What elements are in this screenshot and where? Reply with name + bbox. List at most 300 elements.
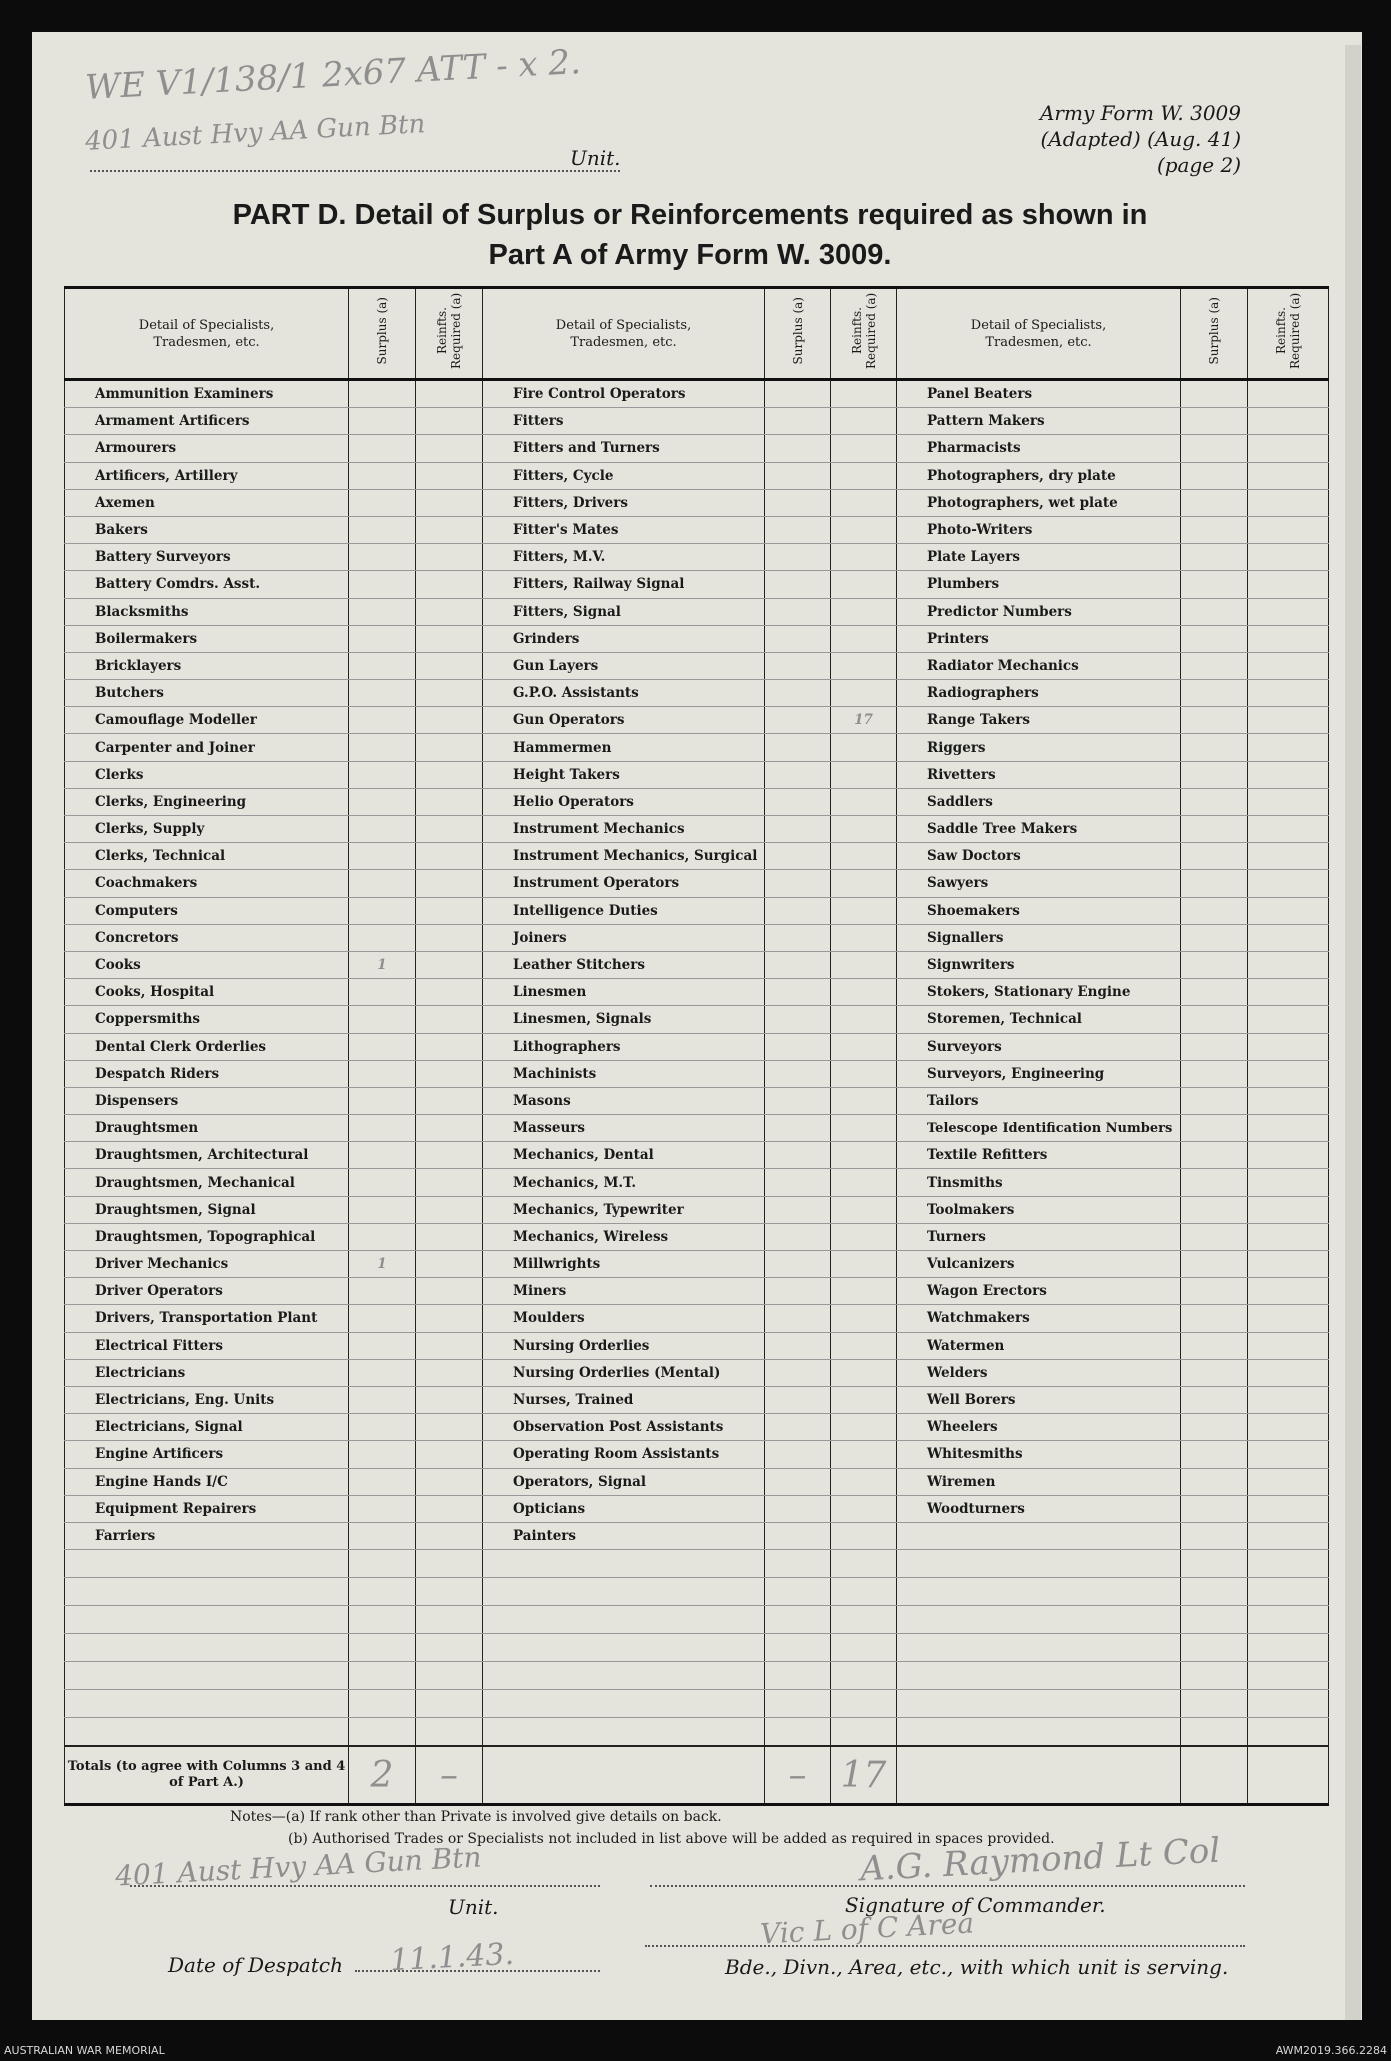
reinfts-cell[interactable] <box>1248 788 1329 815</box>
surplus-cell[interactable] <box>349 1522 416 1549</box>
surplus-cell[interactable] <box>765 843 831 870</box>
surplus-cell[interactable] <box>1181 788 1248 815</box>
reinfts-cell[interactable] <box>831 843 897 870</box>
reinfts-cell[interactable] <box>831 625 897 652</box>
reinfts-cell[interactable] <box>831 816 897 843</box>
reinfts-cell[interactable] <box>416 1441 483 1468</box>
surplus-cell[interactable] <box>765 1060 831 1087</box>
blank-cell[interactable] <box>831 1550 897 1578</box>
blank-cell[interactable] <box>416 1578 483 1606</box>
surplus-cell[interactable] <box>349 979 416 1006</box>
blank-cell[interactable] <box>897 1550 1181 1578</box>
surplus-cell[interactable] <box>349 1495 416 1522</box>
surplus-cell[interactable] <box>765 1223 831 1250</box>
blank-cell[interactable] <box>483 1578 765 1606</box>
reinfts-cell[interactable] <box>416 1386 483 1413</box>
blank-cell[interactable] <box>483 1662 765 1690</box>
reinfts-cell[interactable] <box>416 761 483 788</box>
reinfts-cell[interactable] <box>1248 1169 1329 1196</box>
reinfts-cell[interactable] <box>831 1441 897 1468</box>
surplus-cell[interactable] <box>1181 761 1248 788</box>
reinfts-cell[interactable] <box>831 1522 897 1549</box>
surplus-cell[interactable] <box>765 1196 831 1223</box>
reinfts-cell[interactable] <box>831 1196 897 1223</box>
blank-cell[interactable] <box>349 1690 416 1718</box>
surplus-cell[interactable] <box>1181 1386 1248 1413</box>
blank-cell[interactable] <box>831 1718 897 1747</box>
blank-cell[interactable] <box>765 1578 831 1606</box>
surplus-cell[interactable] <box>349 707 416 734</box>
blank-cell[interactable] <box>349 1634 416 1662</box>
reinfts-cell[interactable] <box>1248 1115 1329 1142</box>
surplus-cell[interactable] <box>765 924 831 951</box>
blank-cell[interactable] <box>65 1662 349 1690</box>
blank-cell[interactable] <box>765 1690 831 1718</box>
surplus-cell[interactable] <box>1181 1115 1248 1142</box>
blank-cell[interactable] <box>349 1578 416 1606</box>
surplus-cell[interactable] <box>1181 1278 1248 1305</box>
reinfts-cell[interactable] <box>1248 544 1329 571</box>
surplus-cell[interactable] <box>765 1386 831 1413</box>
reinfts-cell[interactable] <box>831 598 897 625</box>
surplus-cell[interactable] <box>349 652 416 679</box>
surplus-cell[interactable] <box>765 544 831 571</box>
blank-cell[interactable] <box>416 1634 483 1662</box>
blank-cell[interactable] <box>897 1718 1181 1747</box>
surplus-cell[interactable] <box>349 924 416 951</box>
surplus-cell[interactable] <box>1181 408 1248 435</box>
surplus-cell[interactable] <box>1181 1223 1248 1250</box>
reinfts-cell[interactable] <box>1248 1359 1329 1386</box>
surplus-cell[interactable] <box>765 1278 831 1305</box>
surplus-cell[interactable] <box>765 707 831 734</box>
blank-cell[interactable] <box>1248 1718 1329 1747</box>
blank-cell[interactable] <box>65 1718 349 1747</box>
blank-cell[interactable] <box>831 1634 897 1662</box>
reinfts-cell[interactable] <box>416 652 483 679</box>
surplus-cell[interactable] <box>349 1142 416 1169</box>
reinfts-cell[interactable]: 17 <box>831 707 897 734</box>
reinfts-cell[interactable] <box>1248 462 1329 489</box>
blank-cell[interactable] <box>1181 1634 1248 1662</box>
reinfts-cell[interactable] <box>1248 1441 1329 1468</box>
blank-cell[interactable] <box>1181 1578 1248 1606</box>
reinfts-cell[interactable] <box>416 1115 483 1142</box>
surplus-cell[interactable] <box>1181 516 1248 543</box>
reinfts-cell[interactable] <box>416 544 483 571</box>
reinfts-cell[interactable] <box>1248 1495 1329 1522</box>
surplus-cell[interactable] <box>765 571 831 598</box>
reinfts-cell[interactable] <box>1248 680 1329 707</box>
surplus-cell[interactable] <box>765 1414 831 1441</box>
surplus-cell[interactable] <box>765 1495 831 1522</box>
reinfts-cell[interactable] <box>831 924 897 951</box>
reinfts-cell[interactable] <box>1248 734 1329 761</box>
blank-cell[interactable] <box>831 1606 897 1634</box>
reinfts-cell[interactable] <box>831 897 897 924</box>
reinfts-cell[interactable] <box>831 516 897 543</box>
surplus-cell[interactable] <box>1181 625 1248 652</box>
surplus-cell[interactable] <box>349 1305 416 1332</box>
surplus-cell[interactable] <box>349 788 416 815</box>
reinfts-cell[interactable] <box>831 1359 897 1386</box>
blank-cell[interactable] <box>1248 1606 1329 1634</box>
surplus-cell[interactable] <box>1181 544 1248 571</box>
reinfts-cell[interactable] <box>416 897 483 924</box>
surplus-cell[interactable] <box>1181 843 1248 870</box>
surplus-cell[interactable] <box>765 1468 831 1495</box>
surplus-cell[interactable] <box>1181 1522 1248 1549</box>
reinfts-cell[interactable] <box>1248 924 1329 951</box>
reinfts-cell[interactable] <box>831 1414 897 1441</box>
reinfts-cell[interactable] <box>416 1414 483 1441</box>
reinfts-cell[interactable] <box>416 1142 483 1169</box>
blank-cell[interactable] <box>483 1606 765 1634</box>
reinfts-cell[interactable] <box>1248 516 1329 543</box>
blank-cell[interactable] <box>349 1662 416 1690</box>
surplus-cell[interactable] <box>765 1087 831 1114</box>
reinfts-cell[interactable] <box>831 1251 897 1278</box>
reinfts-cell[interactable] <box>416 571 483 598</box>
reinfts-cell[interactable] <box>1248 979 1329 1006</box>
reinfts-cell[interactable] <box>831 489 897 516</box>
blank-cell[interactable] <box>349 1718 416 1747</box>
blank-cell[interactable] <box>897 1662 1181 1690</box>
surplus-cell[interactable] <box>1181 435 1248 462</box>
reinfts-total[interactable]: – <box>416 1746 483 1805</box>
surplus-cell[interactable] <box>349 897 416 924</box>
surplus-cell[interactable] <box>349 1359 416 1386</box>
surplus-cell[interactable] <box>1181 707 1248 734</box>
reinfts-cell[interactable] <box>416 1359 483 1386</box>
surplus-total[interactable]: 2 <box>349 1746 416 1805</box>
reinfts-cell[interactable] <box>831 571 897 598</box>
surplus-cell[interactable] <box>349 1006 416 1033</box>
surplus-cell[interactable] <box>349 1278 416 1305</box>
surplus-cell[interactable] <box>349 1169 416 1196</box>
blank-cell[interactable] <box>1248 1578 1329 1606</box>
surplus-cell[interactable] <box>349 1115 416 1142</box>
blank-cell[interactable] <box>765 1662 831 1690</box>
surplus-cell[interactable] <box>349 544 416 571</box>
reinfts-cell[interactable] <box>416 489 483 516</box>
reinfts-cell[interactable] <box>831 408 897 435</box>
blank-cell[interactable] <box>483 1550 765 1578</box>
surplus-cell[interactable] <box>1181 598 1248 625</box>
reinfts-cell[interactable] <box>831 761 897 788</box>
reinfts-cell[interactable] <box>416 734 483 761</box>
reinfts-cell[interactable] <box>1248 870 1329 897</box>
surplus-cell[interactable] <box>349 1332 416 1359</box>
reinfts-cell[interactable] <box>1248 652 1329 679</box>
reinfts-cell[interactable] <box>1248 571 1329 598</box>
blank-cell[interactable] <box>1181 1662 1248 1690</box>
surplus-cell[interactable] <box>349 1386 416 1413</box>
reinfts-cell[interactable] <box>416 924 483 951</box>
surplus-cell[interactable] <box>349 571 416 598</box>
surplus-cell[interactable] <box>349 462 416 489</box>
reinfts-cell[interactable] <box>1248 1196 1329 1223</box>
surplus-cell[interactable] <box>765 625 831 652</box>
surplus-cell[interactable] <box>765 1251 831 1278</box>
blank-cell[interactable] <box>1181 1690 1248 1718</box>
surplus-cell[interactable] <box>349 1196 416 1223</box>
blank-cell[interactable] <box>416 1550 483 1578</box>
blank-cell[interactable] <box>65 1578 349 1606</box>
reinfts-cell[interactable] <box>416 1196 483 1223</box>
surplus-cell[interactable] <box>1181 680 1248 707</box>
reinfts-cell[interactable] <box>831 734 897 761</box>
surplus-cell[interactable] <box>765 1033 831 1060</box>
surplus-cell[interactable] <box>349 380 416 408</box>
reinfts-cell[interactable] <box>416 680 483 707</box>
surplus-cell[interactable] <box>1181 571 1248 598</box>
reinfts-cell[interactable] <box>1248 1468 1329 1495</box>
blank-cell[interactable] <box>65 1634 349 1662</box>
reinfts-cell[interactable] <box>1248 951 1329 978</box>
reinfts-cell[interactable] <box>1248 1006 1329 1033</box>
surplus-cell[interactable] <box>349 1414 416 1441</box>
reinfts-cell[interactable] <box>416 516 483 543</box>
reinfts-cell[interactable] <box>416 1495 483 1522</box>
reinfts-cell[interactable] <box>416 1060 483 1087</box>
surplus-cell[interactable] <box>349 734 416 761</box>
surplus-cell[interactable] <box>1181 979 1248 1006</box>
surplus-cell[interactable] <box>349 625 416 652</box>
reinfts-cell[interactable] <box>416 435 483 462</box>
reinfts-cell[interactable] <box>831 979 897 1006</box>
surplus-cell[interactable] <box>349 761 416 788</box>
surplus-cell[interactable] <box>765 1359 831 1386</box>
reinfts-cell[interactable] <box>416 788 483 815</box>
surplus-cell[interactable] <box>765 1522 831 1549</box>
surplus-cell[interactable] <box>765 734 831 761</box>
surplus-cell[interactable] <box>1181 1169 1248 1196</box>
reinfts-cell[interactable] <box>1248 380 1329 408</box>
surplus-total[interactable] <box>1181 1746 1248 1805</box>
reinfts-cell[interactable] <box>416 951 483 978</box>
surplus-cell[interactable] <box>349 1087 416 1114</box>
reinfts-cell[interactable] <box>416 1087 483 1114</box>
surplus-cell[interactable] <box>765 380 831 408</box>
blank-cell[interactable] <box>897 1606 1181 1634</box>
blank-cell[interactable] <box>897 1690 1181 1718</box>
surplus-cell[interactable] <box>765 680 831 707</box>
surplus-cell[interactable] <box>765 1169 831 1196</box>
reinfts-cell[interactable] <box>1248 816 1329 843</box>
blank-cell[interactable] <box>349 1550 416 1578</box>
surplus-cell[interactable] <box>765 1305 831 1332</box>
reinfts-cell[interactable] <box>831 1332 897 1359</box>
reinfts-cell[interactable] <box>416 462 483 489</box>
blank-cell[interactable] <box>1248 1550 1329 1578</box>
surplus-cell[interactable] <box>349 816 416 843</box>
surplus-cell[interactable] <box>765 652 831 679</box>
reinfts-cell[interactable] <box>831 1278 897 1305</box>
reinfts-cell[interactable] <box>831 652 897 679</box>
reinfts-cell[interactable] <box>416 1033 483 1060</box>
reinfts-cell[interactable] <box>1248 897 1329 924</box>
surplus-total[interactable]: – <box>765 1746 831 1805</box>
reinfts-cell[interactable] <box>1248 1087 1329 1114</box>
surplus-cell[interactable] <box>765 1142 831 1169</box>
blank-cell[interactable] <box>831 1578 897 1606</box>
blank-cell[interactable] <box>65 1690 349 1718</box>
reinfts-cell[interactable] <box>831 1115 897 1142</box>
reinfts-cell[interactable] <box>1248 1251 1329 1278</box>
reinfts-cell[interactable] <box>831 1087 897 1114</box>
surplus-cell[interactable] <box>765 897 831 924</box>
surplus-cell[interactable] <box>765 816 831 843</box>
reinfts-cell[interactable] <box>831 435 897 462</box>
reinfts-cell[interactable] <box>831 1142 897 1169</box>
reinfts-cell[interactable] <box>831 380 897 408</box>
surplus-cell[interactable] <box>1181 924 1248 951</box>
reinfts-cell[interactable] <box>416 1006 483 1033</box>
surplus-cell[interactable] <box>765 951 831 978</box>
reinfts-cell[interactable] <box>416 380 483 408</box>
blank-cell[interactable] <box>765 1550 831 1578</box>
blank-cell[interactable] <box>1181 1606 1248 1634</box>
reinfts-cell[interactable] <box>1248 625 1329 652</box>
reinfts-cell[interactable] <box>831 1169 897 1196</box>
surplus-cell[interactable] <box>349 1033 416 1060</box>
surplus-cell[interactable] <box>765 761 831 788</box>
surplus-cell[interactable] <box>349 680 416 707</box>
surplus-cell[interactable] <box>1181 897 1248 924</box>
blank-cell[interactable] <box>831 1662 897 1690</box>
surplus-cell[interactable] <box>765 462 831 489</box>
blank-cell[interactable] <box>483 1634 765 1662</box>
surplus-cell[interactable] <box>349 489 416 516</box>
surplus-cell[interactable]: 1 <box>349 951 416 978</box>
reinfts-cell[interactable] <box>1248 1033 1329 1060</box>
reinfts-cell[interactable] <box>416 408 483 435</box>
reinfts-cell[interactable] <box>1248 1142 1329 1169</box>
surplus-cell[interactable] <box>349 598 416 625</box>
blank-cell[interactable] <box>416 1690 483 1718</box>
surplus-cell[interactable] <box>765 489 831 516</box>
blank-cell[interactable] <box>1248 1690 1329 1718</box>
reinfts-cell[interactable] <box>831 1006 897 1033</box>
reinfts-cell[interactable] <box>1248 1332 1329 1359</box>
reinfts-cell[interactable] <box>416 1332 483 1359</box>
reinfts-cell[interactable] <box>416 1251 483 1278</box>
blank-cell[interactable] <box>483 1718 765 1747</box>
surplus-cell[interactable] <box>765 516 831 543</box>
surplus-cell[interactable] <box>349 435 416 462</box>
blank-cell[interactable] <box>897 1634 1181 1662</box>
reinfts-cell[interactable] <box>831 1060 897 1087</box>
reinfts-cell[interactable] <box>831 951 897 978</box>
blank-cell[interactable] <box>65 1606 349 1634</box>
blank-cell[interactable] <box>349 1606 416 1634</box>
surplus-cell[interactable] <box>1181 1441 1248 1468</box>
surplus-cell[interactable] <box>1181 462 1248 489</box>
reinfts-cell[interactable] <box>416 843 483 870</box>
reinfts-cell[interactable] <box>831 462 897 489</box>
surplus-cell[interactable] <box>765 435 831 462</box>
reinfts-cell[interactable] <box>831 870 897 897</box>
blank-cell[interactable] <box>483 1690 765 1718</box>
reinfts-cell[interactable] <box>1248 761 1329 788</box>
surplus-cell[interactable] <box>1181 652 1248 679</box>
surplus-cell[interactable] <box>1181 1196 1248 1223</box>
surplus-cell[interactable] <box>765 1006 831 1033</box>
reinfts-cell[interactable] <box>831 680 897 707</box>
surplus-cell[interactable] <box>765 1441 831 1468</box>
blank-cell[interactable] <box>1181 1718 1248 1747</box>
reinfts-cell[interactable] <box>831 1468 897 1495</box>
surplus-cell[interactable] <box>1181 380 1248 408</box>
surplus-cell[interactable] <box>1181 1332 1248 1359</box>
reinfts-cell[interactable] <box>831 1386 897 1413</box>
blank-cell[interactable] <box>1248 1634 1329 1662</box>
surplus-cell[interactable] <box>1181 870 1248 897</box>
reinfts-cell[interactable] <box>1248 1305 1329 1332</box>
reinfts-cell[interactable] <box>416 816 483 843</box>
reinfts-cell[interactable] <box>1248 843 1329 870</box>
surplus-cell[interactable] <box>1181 1305 1248 1332</box>
surplus-cell[interactable] <box>1181 1033 1248 1060</box>
reinfts-cell[interactable] <box>1248 489 1329 516</box>
reinfts-cell[interactable] <box>416 625 483 652</box>
reinfts-cell[interactable] <box>1248 435 1329 462</box>
reinfts-cell[interactable] <box>416 598 483 625</box>
surplus-cell[interactable]: 1 <box>349 1251 416 1278</box>
reinfts-cell[interactable] <box>1248 1386 1329 1413</box>
surplus-cell[interactable] <box>1181 1495 1248 1522</box>
surplus-cell[interactable] <box>349 843 416 870</box>
surplus-cell[interactable] <box>765 979 831 1006</box>
reinfts-cell[interactable] <box>831 544 897 571</box>
reinfts-cell[interactable] <box>831 1495 897 1522</box>
surplus-cell[interactable] <box>349 408 416 435</box>
blank-cell[interactable] <box>1248 1662 1329 1690</box>
reinfts-cell[interactable] <box>1248 598 1329 625</box>
reinfts-cell[interactable] <box>416 1169 483 1196</box>
blank-cell[interactable] <box>65 1550 349 1578</box>
surplus-cell[interactable] <box>1181 816 1248 843</box>
blank-cell[interactable] <box>1181 1550 1248 1578</box>
surplus-cell[interactable] <box>349 1468 416 1495</box>
reinfts-cell[interactable] <box>416 1223 483 1250</box>
reinfts-cell[interactable] <box>1248 1223 1329 1250</box>
surplus-cell[interactable] <box>349 870 416 897</box>
reinfts-cell[interactable] <box>1248 1414 1329 1441</box>
surplus-cell[interactable] <box>1181 951 1248 978</box>
surplus-cell[interactable] <box>1181 1087 1248 1114</box>
blank-cell[interactable] <box>897 1578 1181 1606</box>
reinfts-cell[interactable] <box>1248 1522 1329 1549</box>
reinfts-cell[interactable] <box>416 1468 483 1495</box>
surplus-cell[interactable] <box>349 1223 416 1250</box>
surplus-cell[interactable] <box>765 1332 831 1359</box>
blank-cell[interactable] <box>831 1690 897 1718</box>
blank-cell[interactable] <box>416 1606 483 1634</box>
surplus-cell[interactable] <box>349 1060 416 1087</box>
reinfts-cell[interactable] <box>1248 408 1329 435</box>
surplus-cell[interactable] <box>349 516 416 543</box>
reinfts-cell[interactable] <box>416 1278 483 1305</box>
surplus-cell[interactable] <box>1181 489 1248 516</box>
reinfts-cell[interactable] <box>831 1223 897 1250</box>
surplus-cell[interactable] <box>765 408 831 435</box>
reinfts-cell[interactable] <box>416 707 483 734</box>
blank-cell[interactable] <box>765 1634 831 1662</box>
surplus-cell[interactable] <box>765 788 831 815</box>
reinfts-cell[interactable] <box>831 1305 897 1332</box>
